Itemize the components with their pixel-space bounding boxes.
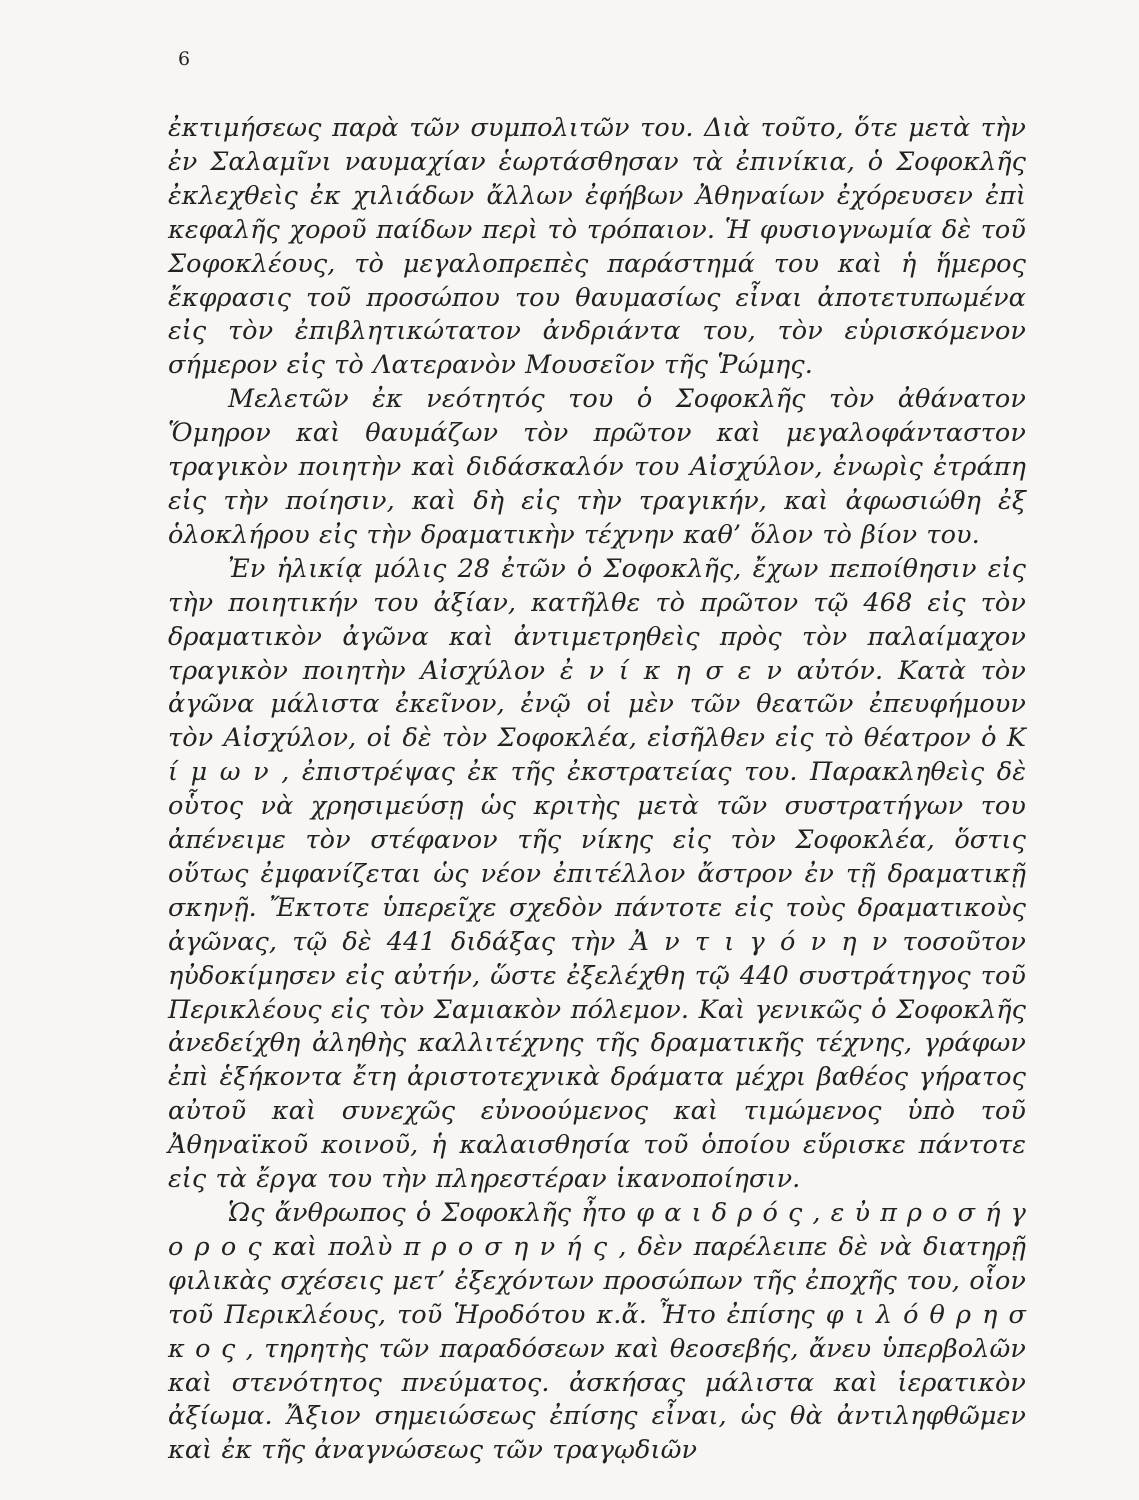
paragraph-2: Μελετῶν ἐκ νεότητός του ὁ Σοφοκλῆς τὸν ἀθάνατον Ὅμηρον καὶ θαυμάζων τὸν πρῶτον καὶ μεγαλοφάνταστον τραγικὸν ποιητὴν καὶ διδάσκαλόν του Αἰσχύλον, ἐνωρὶς ἐτράπη εἰς τὴν ποίησιν, καὶ δὴ εἰς τὴν τραγικήν, καὶ ἀφωσιώθη ἐξ ὁλοκλήρου εἰς τὴν δραματικὴν τέχνην καθ’ ὅλον τὸ βίον του.: [168, 384, 1026, 550]
body-text: [168, 112, 1026, 1468]
paragraph-3: Ἐν ἡλικίᾳ μόλις 28 ἐτῶν ὁ Σοφοκλῆς, ἔχων πεποίθησιν εἰς τὴν ποιητικήν του ἀξίαν, κατῆλθε τὸ πρῶτον τῷ 468 εἰς τὸν δραματικὸν ἀγῶνα καὶ ἀντιμετρηθεὶς πρὸς τὸν παλαίμαχον τραγικὸν ποιητὴν Αἰσχύλον ἐ ν ί κ η σ ε ν αὐτόν. Κατὰ τὸν ἀγῶνα μάλιστα ἐκεῖνον, ἐνῷ οἱ μὲν τῶν θεατῶν ἐπευφήμουν τὸν Αἰσχύλον, οἱ δὲ τὸν Σοφοκλέα, εἰσῆλθεν εἰς τὸ θέατρον ὁ Κ ί μ ω ν , ἐπιστρέψας ἐκ τῆς ἐκστρατείας του. Παρακληθεὶς δὲ οὗτος νὰ χρησιμεύσῃ ὡς κριτὴς μετὰ τῶν συστρατήγων του ἀπένειμε τὸν στέφανον τῆς νίκης εἰς τὸν Σοφοκλέα, ὅστις οὕτως ἐμφανίζεται ὡς νέον ἐπιτέλλον ἄστρον ἐν τῇ δραματικῇ σκηνῇ. Ἔκτοτε ὑπερεῖχε σχεδὸν πάντοτε εἰς τοὺς δραματικοὺς ἀγῶνας, τῷ δὲ 441 διδάξας τὴν Ἀ ν τ ι γ ό ν η ν τοσοῦτον ηὐδοκίμησεν εἰς αὐτήν, ὥστε ἐξελέχθη τῷ 440 συστράτηγος τοῦ Περικλέους εἰς τὸν Σαμιακὸν πόλεμον. Καὶ γενικῶς ὁ Σοφοκλῆς ἀνεδείχθη ἀληθὴς καλλιτέχνης τῆς δραματικῆς τέχνης, γράφων ἐπὶ ἑξήκοντα ἔτη ἀριστοτεχνικὰ δράματα μέχρι βαθέος γήρατος αὐτοῦ καὶ συνεχῶς εὐνοούμενος καὶ τιμώμενος ὑπὸ τοῦ Ἀθηναϊκοῦ κοινοῦ, ἡ καλαισθησία τοῦ ὁποίου εὕρισκε πάντοτε εἰς τὰ ἔργα του τὴν πληρεστέραν ἱκανοποίησιν.: [168, 553, 1026, 1195]
page-number: 6: [178, 48, 191, 70]
paragraph-1: ἐκτιμήσεως παρὰ τῶν συμπολιτῶν του. Διὰ τοῦτο, ὅτε μετὰ τὴν ἐν Σαλαμῖνι ναυμαχίαν ἑωρτάσθησαν τὰ ἐπινίκια, ὁ Σοφοκλῆς ἐκλεχθεὶς ἐκ χιλιάδων ἄλλων ἐφήβων Ἀθηναίων ἐχόρευσεν ἐπὶ κεφαλῆς χοροῦ παίδων περὶ τὸ τρόπαιον. Ἡ φυσιογνωμία δὲ τοῦ Σοφοκλέους, τὸ μεγαλοπρεπὲς παράστημά του καὶ ἡ ἥμερος ἔκφρασις τοῦ προσώπου του θαυμασίως εἶναι ἀποτετυπωμένα εἰς τὸν ἐπιβλητικώτατον ἀνδριάντα του, τὸν εὑρισκόμενον σήμερον εἰς τὸ Λατερανὸν Μουσεῖον τῆς Ῥώμης.: [168, 113, 1026, 381]
paragraph-4: Ὡς ἄνθρωπος ὁ Σοφοκλῆς ἦτο φ α ι δ ρ ό ς , ε ὐ π ρ ο σ ή γ ο ρ ο ς καὶ πολὺ π ρ ο σ η ν ή ς , δὲν παρέλειπε δὲ νὰ διατηρῇ φιλικὰς σχέσεις μετ’ ἐξεχόντων προσώπων τῆς ἐποχῆς του, οἷον τοῦ Περικλέους, τοῦ Ἡροδότου κ.ἄ. Ἦτο ἐπίσης φ ι λ ό θ ρ η σ κ ο ς , τηρητὴς τῶν παραδόσεων καὶ θεοσεβής, ἄνευ ὑπερβολῶν καὶ στενότητος πνεύματος. ἀσκήσας μάλιστα καὶ ἱερατικὸν ἀξίωμα. Ἄξιον σημειώσεως ἐπίσης εἶναι, ὡς θὰ ἀντιληφθῶμεν καὶ ἐκ τῆς ἀναγνώσεως τῶν τραγῳδιῶν: [168, 1198, 1026, 1466]
